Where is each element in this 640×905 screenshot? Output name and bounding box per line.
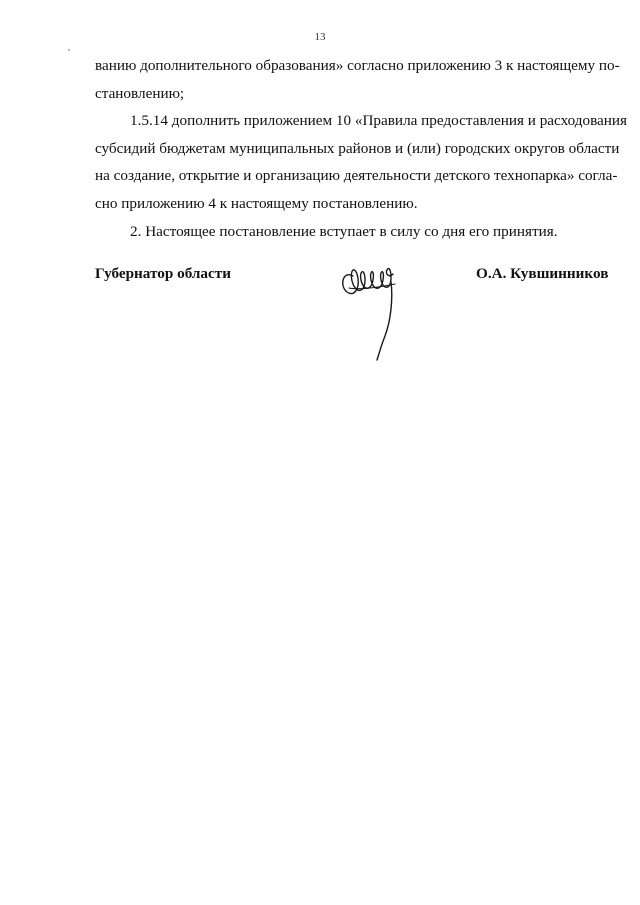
signatory-name: О.А. Кувшинников	[476, 265, 609, 282]
signatory-position: Губернатор области	[95, 265, 231, 282]
text-line: становлению;	[95, 84, 185, 102]
paragraph-continuation	[95, 52, 620, 107]
text-line: субсидий бюджетам муниципальных районов и (или) городских округов области	[95, 139, 620, 157]
paragraph-item-1-5-14	[95, 107, 628, 217]
text-line: ванию дополнительного образования» согласно приложению 3 к настоящему по-	[95, 57, 620, 74]
page-number: 13	[314, 31, 326, 43]
scan-mark	[68, 49, 70, 51]
document-body	[95, 52, 628, 245]
text-line: сно приложению 4 к настоящему постановлению.	[95, 194, 418, 212]
text-line: 2. Настоящее постановление вступает в силу со дня его принятия.	[130, 222, 558, 240]
handwritten-signature	[335, 248, 415, 363]
text-line: 1.5.14 дополнить приложением 10 «Правила предоставления и расходования	[130, 112, 628, 130]
text-line: на создание, открытие и организацию деятельности детского технопарка» согла-	[95, 167, 618, 185]
paragraph-item-2	[95, 218, 597, 246]
